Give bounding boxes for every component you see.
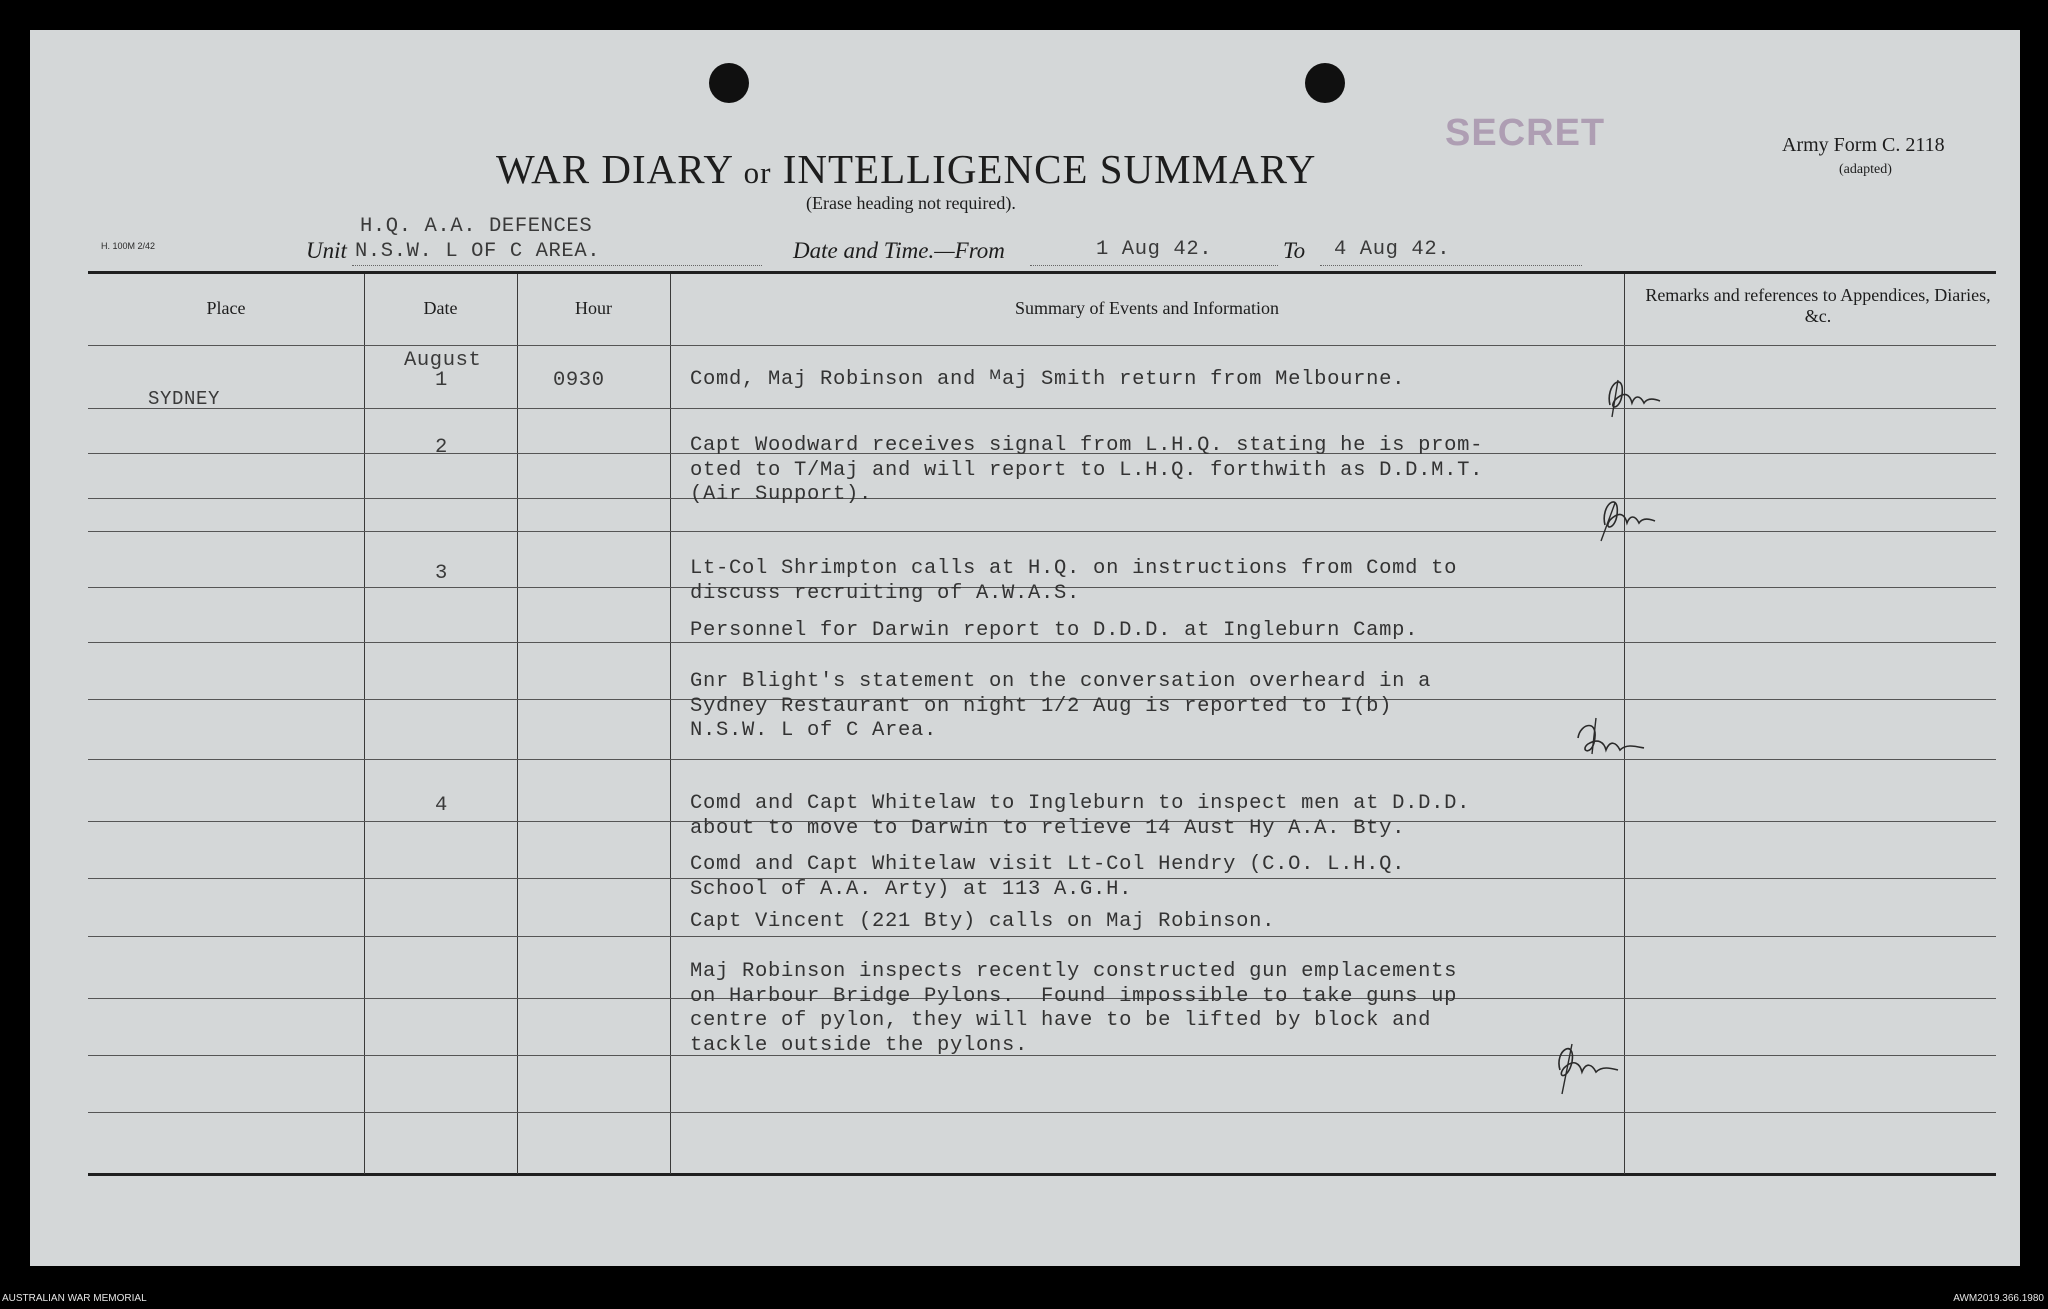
date-month: August bbox=[404, 349, 482, 372]
date-time-from-label: Date and Time.—From bbox=[793, 238, 1005, 263]
date-day-4: 4 bbox=[435, 794, 448, 817]
diary-entry: Comd, Maj Robinson and ᴹaj Smith return from Melbourne. bbox=[690, 368, 1406, 391]
initials-signature bbox=[1600, 365, 1670, 425]
table-top-rule bbox=[88, 271, 1996, 274]
column-header-summary: Summary of Events and Information bbox=[1015, 298, 1279, 318]
initials-signature bbox=[1548, 1030, 1628, 1100]
row-rule bbox=[88, 531, 1996, 532]
erase-heading-note: (Erase heading not required). bbox=[806, 193, 1016, 213]
army-form-adapted: (adapted) bbox=[1839, 162, 1892, 177]
document-title: WAR DIARY or INTELLIGENCE SUMMARY bbox=[496, 146, 1317, 192]
from-date: 1 Aug 42. bbox=[1096, 238, 1213, 261]
column-rule bbox=[364, 274, 365, 1174]
table-bottom-rule bbox=[88, 1173, 1996, 1176]
row-rule bbox=[88, 408, 1996, 409]
row-rule bbox=[88, 345, 1996, 346]
column-header-date: Date bbox=[423, 298, 458, 318]
footer-institution: AUSTRALIAN WAR MEMORIAL bbox=[2, 1293, 147, 1304]
initials-signature bbox=[1570, 708, 1650, 768]
unit-label: Unit bbox=[306, 238, 347, 263]
diary-entry: Personnel for Darwin report to D.D.D. at Ingleburn Camp. bbox=[690, 619, 1419, 642]
form-print-code: H. 100M 2/42 bbox=[101, 241, 156, 251]
date-day-3: 3 bbox=[435, 562, 448, 585]
footer-reference: AWM2019.366.1980 bbox=[1953, 1293, 2044, 1304]
diary-entry: Comd and Capt Whitelaw visit Lt-Col Hendry (C.O. L.H.Q. School of A.A. Arty) at 113 A.G.H. bbox=[690, 853, 1406, 901]
date-day-1: 1 bbox=[435, 369, 448, 392]
hour-cell: 0930 bbox=[553, 369, 605, 392]
unit-line-2: N.S.W. L OF C AREA. bbox=[355, 240, 601, 263]
column-header-hour: Hour bbox=[575, 298, 612, 318]
diary-entry: Capt Woodward receives signal from L.H.Q. stating he is prom- oted to T/Maj and will report to L.H.Q. forthwith as D.D.M.T. (Air Support). bbox=[690, 434, 1484, 506]
row-rule bbox=[88, 936, 1996, 937]
row-rule bbox=[88, 1112, 1996, 1113]
secret-stamp: SECRET bbox=[1445, 112, 1606, 154]
place-cell: SYDNEY bbox=[148, 388, 221, 410]
punch-hole-left bbox=[709, 63, 749, 103]
column-header-place: Place bbox=[206, 298, 246, 318]
diary-entry: Comd and Capt Whitelaw to Ingleburn to inspect men at D.D.D. about to move to Darwin to relieve 14 Aust Hy A.A. Bty. bbox=[690, 792, 1471, 840]
army-form-number: Army Form C. 2118 bbox=[1782, 134, 1945, 156]
to-label: To bbox=[1283, 238, 1306, 263]
column-rule bbox=[517, 274, 518, 1174]
diary-entry: Capt Vincent (221 Bty) calls on Maj Robinson. bbox=[690, 910, 1276, 933]
diary-entry: Lt-Col Shrimpton calls at H.Q. on instructions from Comd to discuss recruiting of A.W.A.S. bbox=[690, 557, 1458, 605]
diary-sheet bbox=[30, 30, 2020, 1266]
to-date: 4 Aug 42. bbox=[1334, 238, 1451, 261]
date-day-2: 2 bbox=[435, 436, 448, 459]
row-rule bbox=[88, 759, 1996, 760]
column-rule bbox=[670, 274, 671, 1174]
unit-line-1: H.Q. A.A. DEFENCES bbox=[360, 215, 593, 238]
diary-entry: Maj Robinson inspects recently constructed gun emplacements on Harbour Bridge Pylons. Found impossible to take guns up centre of pylon, they will have to be lifted by block and tackle outside the pylons. bbox=[690, 960, 1458, 1057]
initials-signature bbox=[1595, 485, 1665, 545]
punch-hole-right bbox=[1305, 63, 1345, 103]
diary-entry: Gnr Blight's statement on the conversation overheard in a Sydney Restaurant on night 1/2 Aug is reported to I(b) N.S.W. L of C Area. bbox=[690, 670, 1432, 742]
column-header-remarks: Remarks and references to Appendices, Diaries, &c. bbox=[1645, 285, 1991, 326]
